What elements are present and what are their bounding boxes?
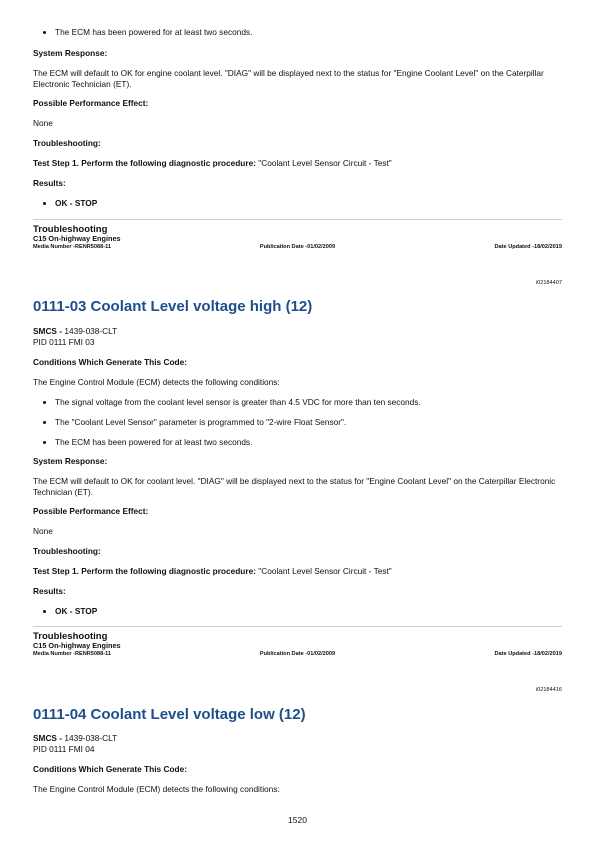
smcs-value: 1439-038-CLT [62,733,118,743]
smcs-label: SMCS - [33,733,63,743]
test-step [33,566,392,577]
results-heading: Results: [33,586,66,596]
smcs-label: SMCS - [33,326,63,336]
system-response-heading: System Response: [33,48,108,58]
smcs-line [33,326,117,337]
document-meta-header [33,219,562,251]
performance-heading: Possible Performance Effect: [33,506,149,516]
test-step-procedure: "Coolant Level Sensor Circuit - Test" [255,566,392,576]
meta-row [33,651,562,658]
conditions-list [33,397,584,457]
section-title: 0111-03 Coolant Level voltage high (12) [33,298,313,315]
meta-subtitle: C15 On-highway Engines [33,641,121,651]
conditions-heading: Conditions Which Generate This Code: [33,764,187,774]
list-item: • The ECM has been powered for at least two seconds. [55,27,584,38]
test-step-procedure: "Coolant Level Sensor Circuit - Test" [255,158,392,168]
list-item: • The signal voltage from the coolant level sensor is greater than 4.5 VDC for more than ten seconds. [55,397,584,417]
troubleshooting-heading: Troubleshooting: [33,138,101,148]
test-step-label: Test Step 1. Perform the following diagnostic procedure: [33,158,256,168]
meta-row [33,244,562,251]
date-updated: Date Updated -18/02/2019 [494,244,562,251]
smcs-value: 1439-038-CLT [62,326,118,336]
result-item: • OK - STOP [55,198,97,209]
troubleshooting-heading: Troubleshooting: [33,546,101,556]
top-bullet-list [33,27,584,38]
results-list [33,198,97,209]
meta-title: Troubleshooting [33,631,108,642]
results-list [33,606,97,617]
page-number: 1520 [288,815,307,825]
meta-subtitle: C15 On-highway Engines [33,234,121,244]
section-title: 0111-04 Coolant Level voltage low (12) [33,706,306,723]
conditions-intro: The Engine Control Module (ECM) detects the following conditions: [33,784,280,794]
result-item: • OK - STOP [55,606,97,617]
document-page [33,0,562,842]
publication-date: Publication Date -01/02/2009 [259,651,336,658]
test-step-label: Test Step 1. Perform the following diagnostic procedure: [33,566,256,576]
document-id: i02184407 [535,280,562,286]
performance-text: None [33,118,53,128]
media-number: Media Number -RENR5088-11 [33,651,112,658]
list-item: • The ECM has been powered for at least two seconds. [55,437,584,457]
results-heading: Results: [33,178,66,188]
system-response-text: The ECM will default to OK for engine coolant level. "DIAG" will be displayed next to the status for "Engine Coolant Level" on the Caterpillar Electronic Technician (ET). [33,68,544,89]
smcs-line [33,733,117,744]
list-item: • The "Coolant Level Sensor" parameter is programmed to "2-wire Float Sensor". [55,417,584,437]
publication-date: Publication Date -01/02/2009 [259,244,336,251]
conditions-heading: Conditions Which Generate This Code: [33,357,187,367]
system-response-text: The ECM will default to OK for coolant level. "DIAG" will be displayed next to the status for "Engine Coolant Level" on the Caterpillar Electronic Technician (ET). [33,476,556,497]
performance-text: None [33,526,53,536]
document-id: i02184416 [535,687,562,693]
meta-title: Troubleshooting [33,224,108,235]
media-number: Media Number -RENR5088-11 [33,244,112,251]
date-updated: Date Updated -18/02/2019 [494,651,562,658]
pid-line: PID 0111 FMI 04 [33,744,95,754]
test-step [33,158,392,169]
system-response-heading: System Response: [33,456,108,466]
pid-line: PID 0111 FMI 03 [33,337,95,347]
performance-heading: Possible Performance Effect: [33,98,149,108]
conditions-intro: The Engine Control Module (ECM) detects the following conditions: [33,377,280,387]
document-meta-header [33,626,562,658]
